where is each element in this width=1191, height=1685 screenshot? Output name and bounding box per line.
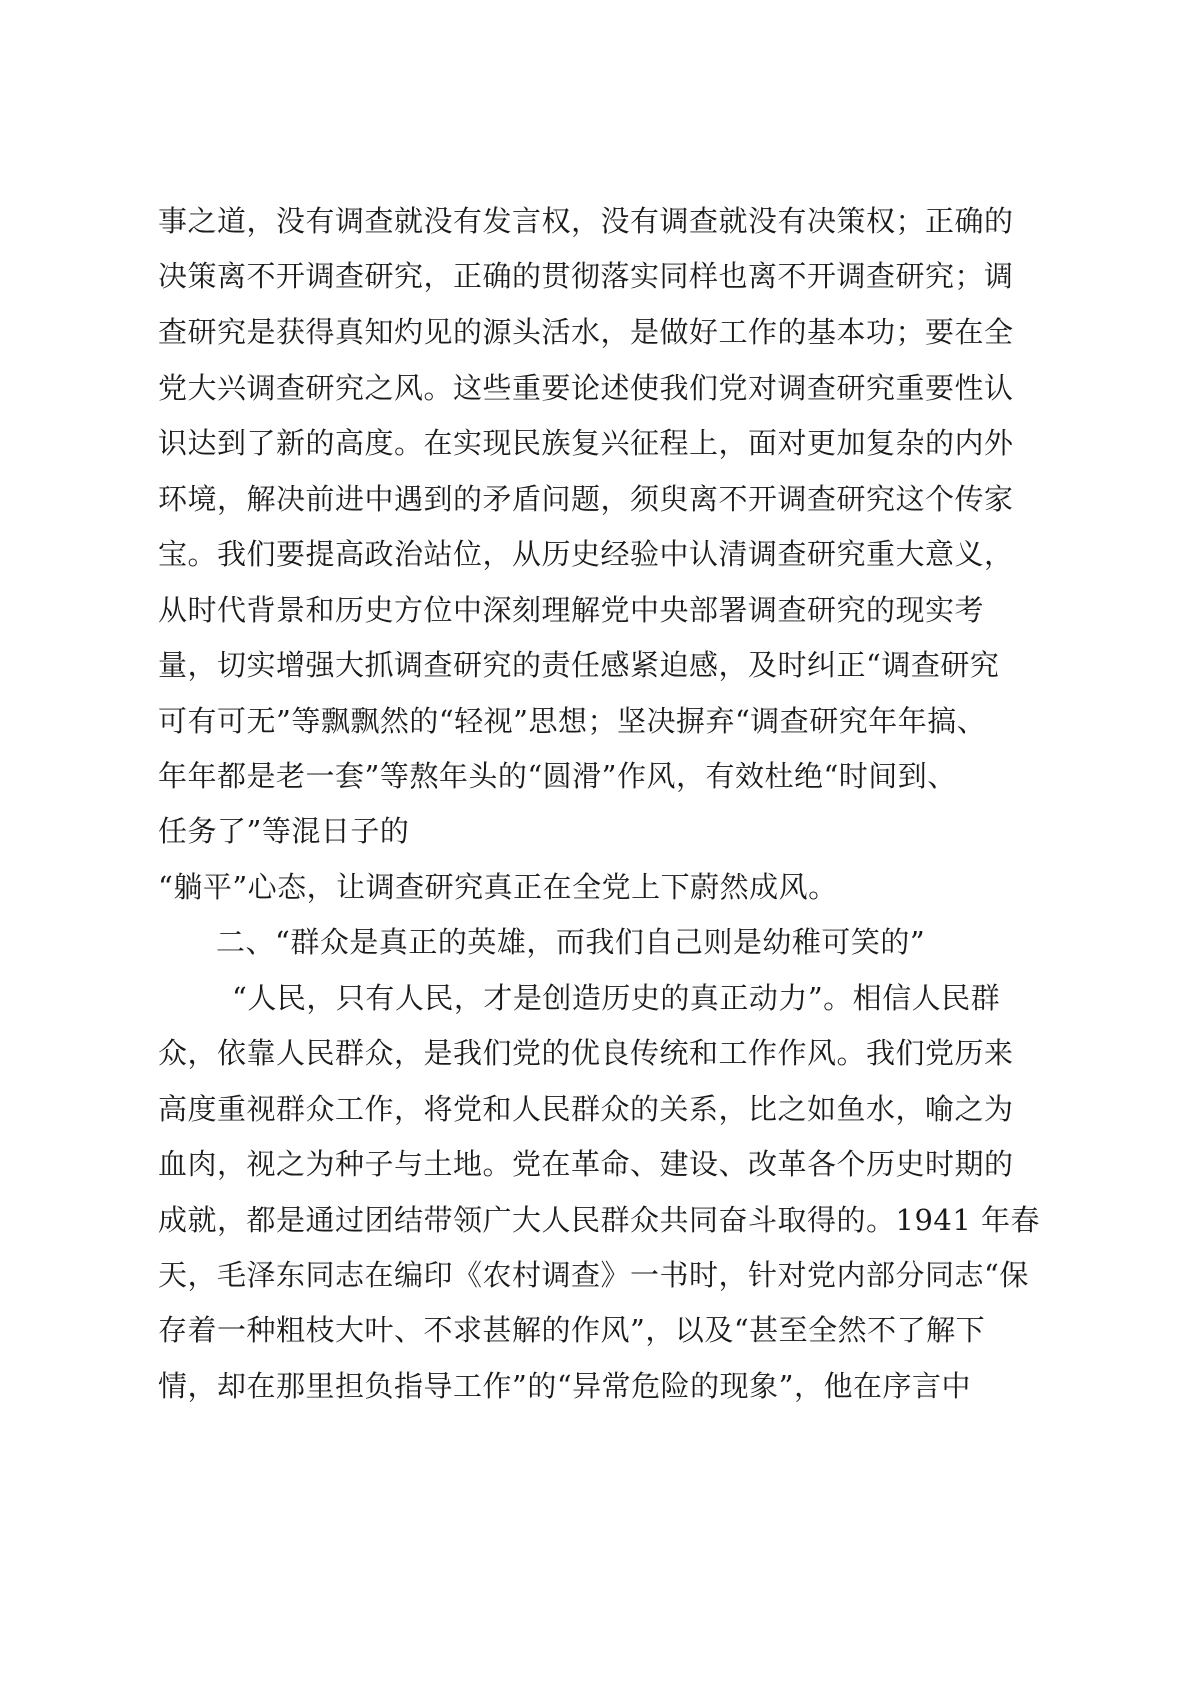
body-text-line: 宝。我们要提高政治站位，从历史经验中认清调查研究重大意义， <box>158 537 1014 571</box>
body-text-line: 查研究是获得真知灼见的源头活水，是做好工作的基本功；要在全 <box>158 315 1014 349</box>
body-text-line: 事之道，没有调查就没有发言权，没有调查就没有决策权；正确的 <box>158 204 1014 238</box>
body-text-line: 高度重视群众工作，将党和人民群众的关系，比之如鱼水，喻之为 <box>158 1092 1014 1126</box>
body-text-line: 党大兴调查研究之风。这些重要论述使我们党对调查研究重要性认 <box>158 371 1014 405</box>
body-text-line: 天，毛泽东同志在编印《农村调查》一书时，针对党内部分同志“保 <box>158 1258 1029 1292</box>
body-text-line: 年年都是老一套”等熬年头的“圆滑”作风，有效杜绝“时间到、 <box>158 759 957 793</box>
body-text-line: 从时代背景和历史方位中深刻理解党中央部署调查研究的现实考 <box>158 593 985 627</box>
paragraph-first-line: “人民，只有人民，才是创造历史的真正动力”。相信人民群 <box>232 981 1001 1015</box>
body-text-line: 众，依靠人民群众，是我们党的优良传统和工作作风。我们党历来 <box>158 1036 1014 1070</box>
body-text-line: 识达到了新的高度。在实现民族复兴征程上，面对更加复杂的内外 <box>158 426 1014 460</box>
body-text-line: 存着一种粗枝大叶、不求甚解的作风”，以及“甚至全然不了解下 <box>158 1313 986 1347</box>
section-heading: 二、“群众是真正的英雄，而我们自己则是幼稚可笑的” <box>216 925 926 959</box>
body-text-line: 任务了”等混日子的 <box>158 814 410 848</box>
body-text-line: 血肉，视之为种子与土地。党在革命、建设、改革各个历史时期的 <box>158 1147 1014 1181</box>
body-text-line: 情，却在那里担负指导工作”的“异常危险的现象”，他在序言中 <box>158 1369 971 1403</box>
body-text-line: 成就，都是通过团结带领广大人民群众共同奋斗取得的。1941 年春 <box>158 1203 1041 1237</box>
body-text-line: 可有可无”等飘飘然的“轻视”思想；坚决摒弃“调查研究年年搞、 <box>158 704 987 738</box>
body-text-line: 环境，解决前进中遇到的矛盾问题，须臾离不开调查研究这个传家 <box>158 482 1014 516</box>
body-text-line: 决策离不开调查研究，正确的贯彻落实同样也离不开调查研究；调 <box>158 259 1014 293</box>
body-text-line: 量，切实增强大抓调查研究的责任感紧迫感，及时纠正“调查研究 <box>158 648 1000 682</box>
body-text-line: “躺平”心态，让调查研究真正在全党上下蔚然成风。 <box>158 870 838 904</box>
